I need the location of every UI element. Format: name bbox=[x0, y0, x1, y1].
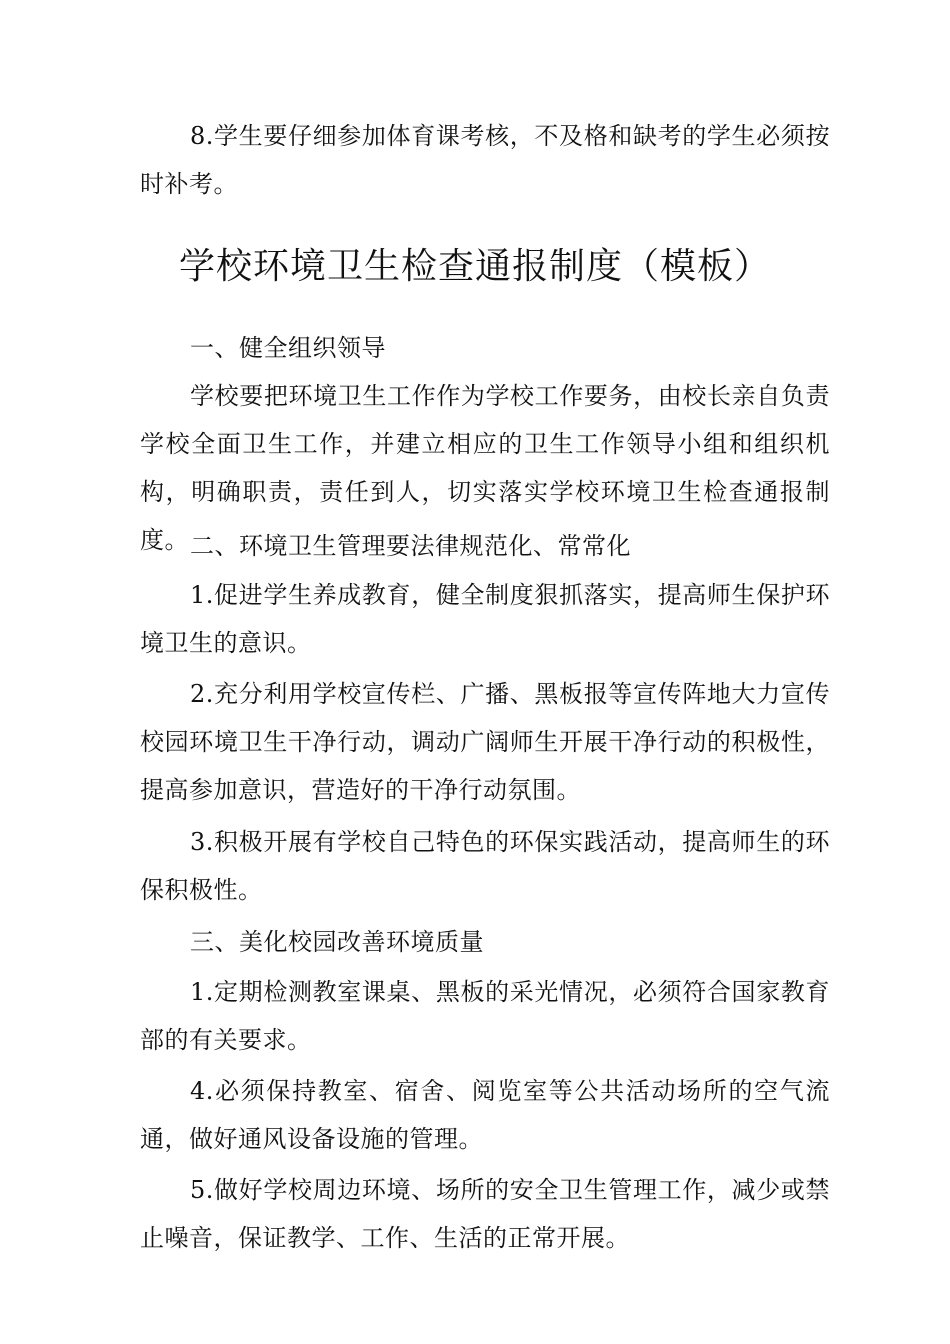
section-2-paragraph-3: 3.积极开展有学校自己特色的环保实践活动，提高师生的环保积极性。 bbox=[140, 828, 830, 904]
section-2-paragraph-2: 2.充分利用学校宣传栏、广播、黑板报等宣传阵地大力宣传校园环境卫生干净行动，调动广阔师生开展干净行动的积极性，提高参加意识，营造好的干净行动氛围。 bbox=[140, 680, 830, 804]
section-1-paragraph-1: 学校要把环境卫生工作作为学校工作要务，由校长亲自负责学校全面卫生工作，并建立相应的卫生工作领导小组和组织机构，明确职责，责任到人，切实落实学校环境卫生检查通报制度。 bbox=[140, 382, 830, 554]
section-3-paragraph-3: 5.做好学校周边环境、场所的安全卫生管理工作，减少或禁止噪音，保证教学、工作、生活的正常开展。 bbox=[140, 1176, 830, 1252]
intro-paragraph: 8.学生要仔细参加体育课考核，不及格和缺考的学生必须按时补考。 bbox=[140, 122, 830, 198]
section-3-paragraph-2: 4.必须保持教室、宿舍、阅览室等公共活动场所的空气流通，做好通风设备设施的管理。 bbox=[140, 1077, 830, 1153]
section-3-heading: 三、美化校园改善环境质量 bbox=[190, 928, 484, 956]
document-title: 学校环境卫生检查通报制度（模板） bbox=[178, 246, 771, 287]
section-2-heading: 二、环境卫生管理要法律规范化、常常化 bbox=[190, 532, 631, 560]
section-3-paragraph-1: 1.定期检测教室课桌、黑板的采光情况，必须符合国家教育部的有关要求。 bbox=[140, 978, 830, 1054]
section-2-paragraph-1: 1.促进学生养成教育，健全制度狠抓落实，提高师生保护环境卫生的意识。 bbox=[140, 581, 830, 657]
section-1-heading: 一、健全组织领导 bbox=[190, 334, 386, 362]
